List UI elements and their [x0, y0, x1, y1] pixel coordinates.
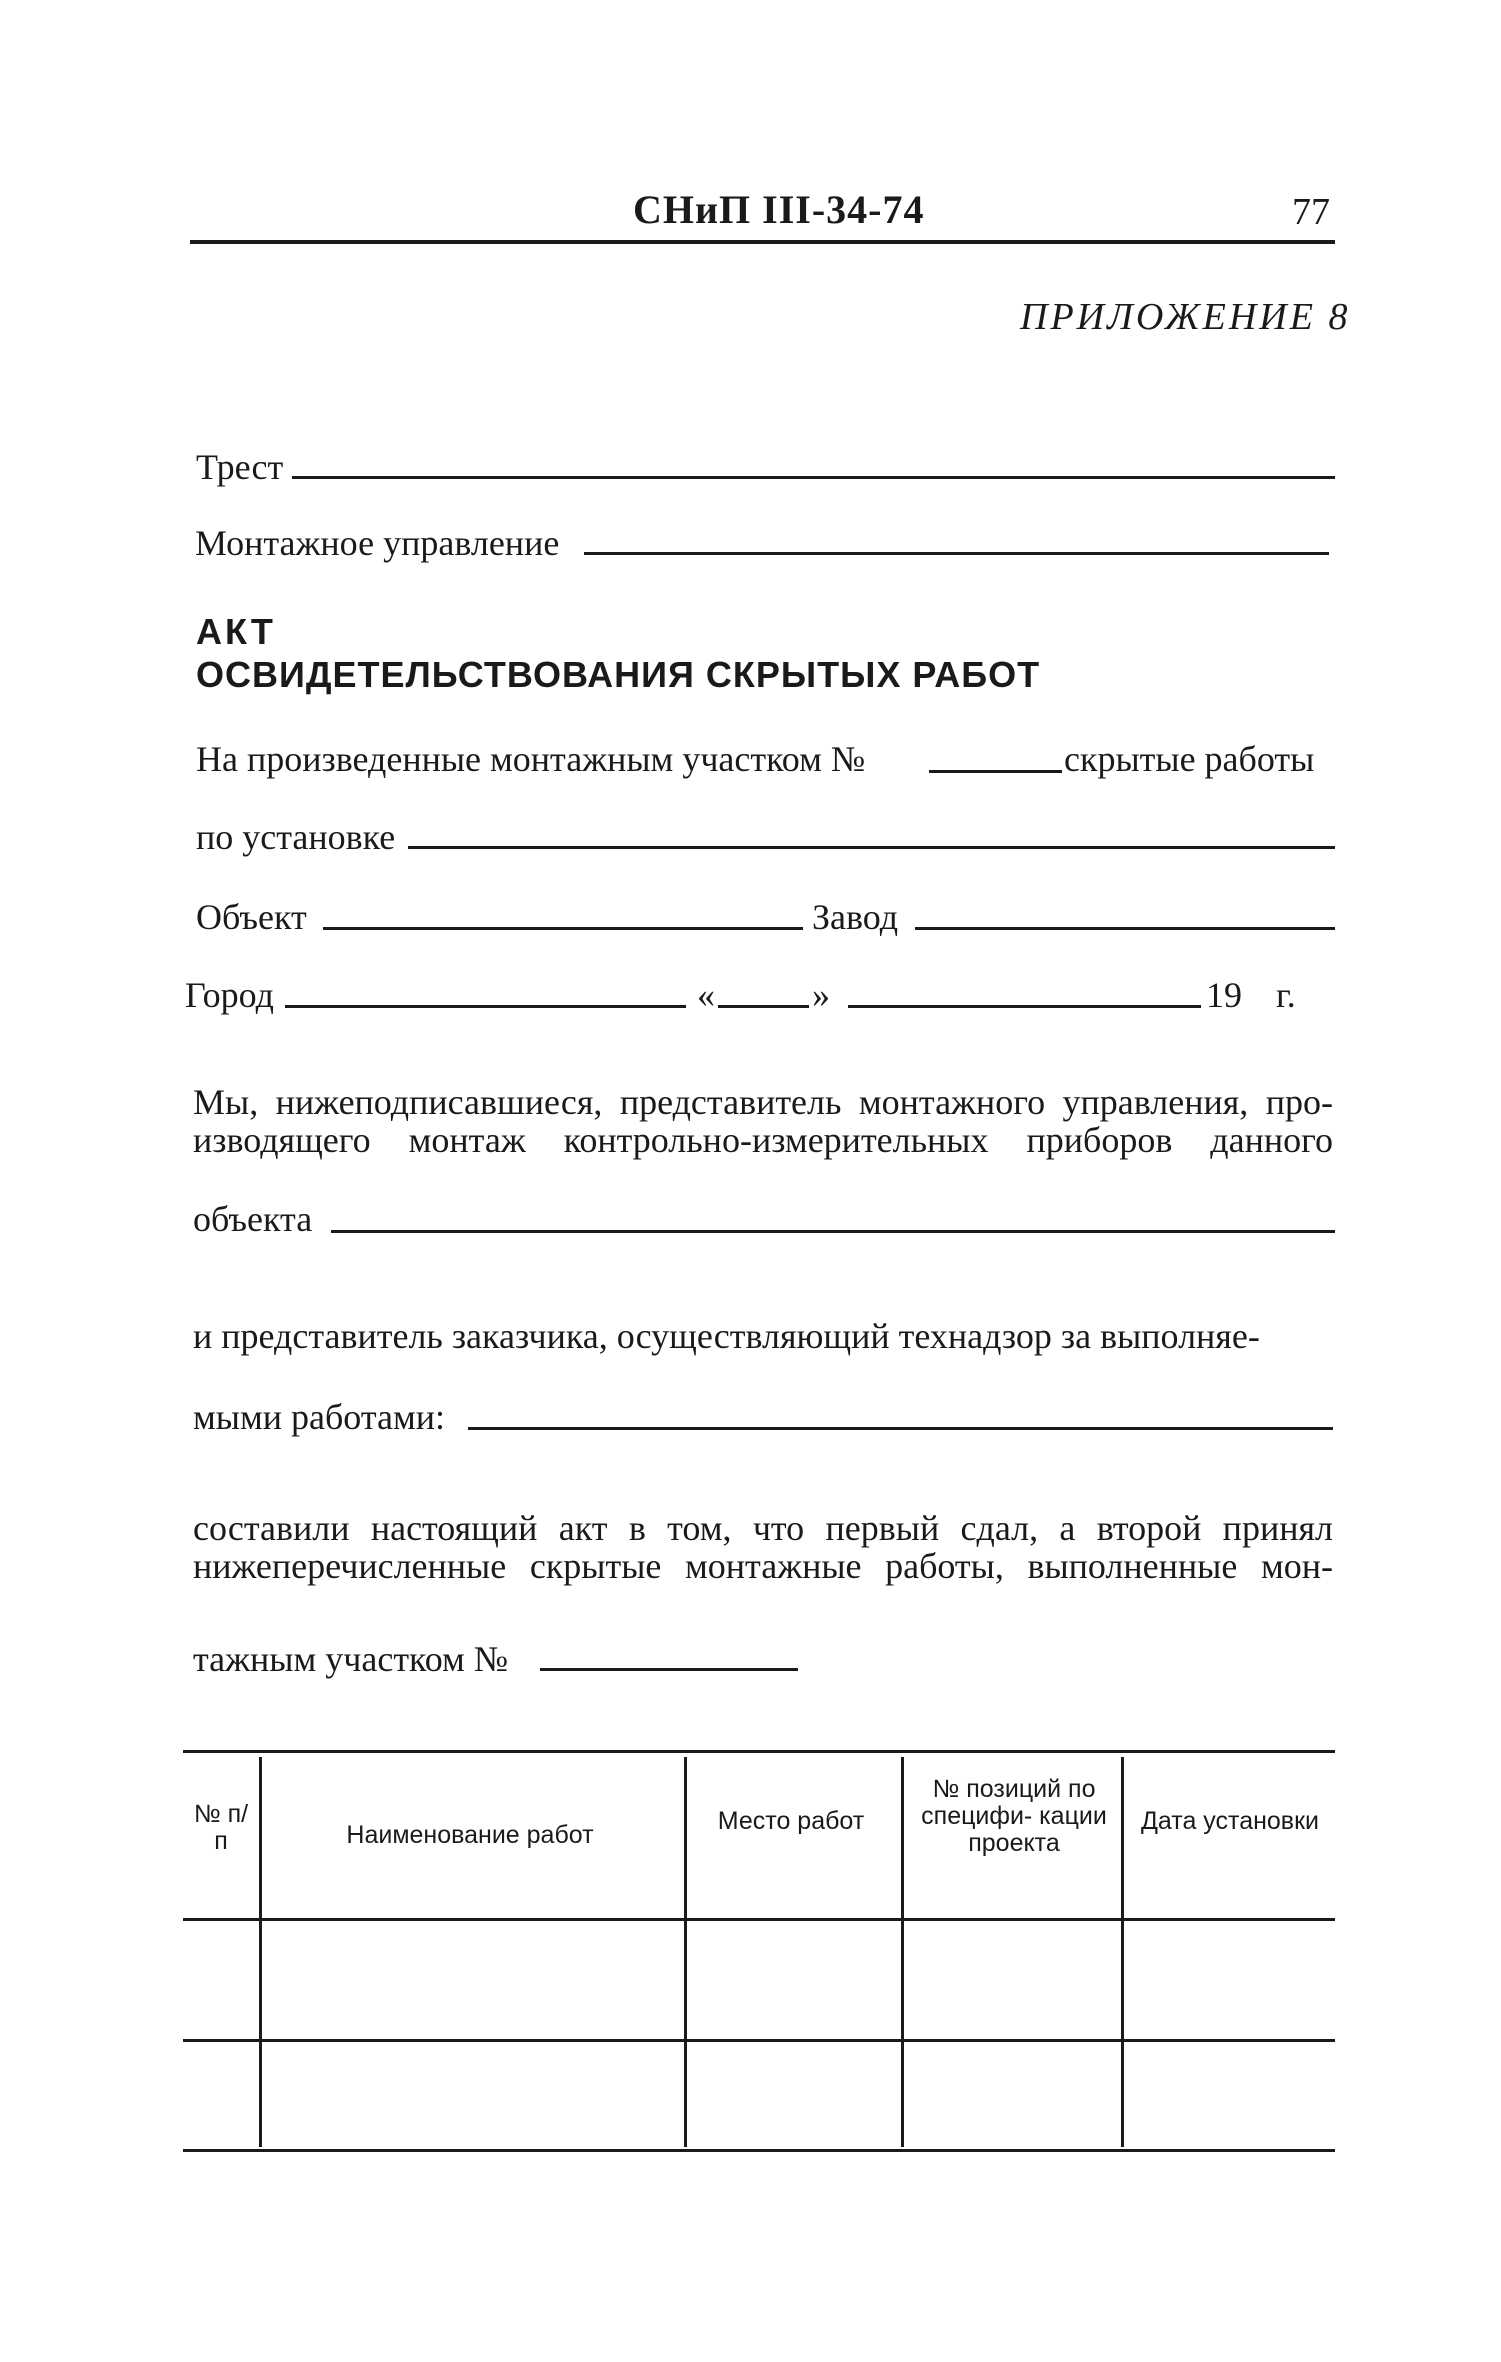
header-cell-number: № п/п — [193, 1800, 249, 1855]
table-row-rule — [183, 2039, 1335, 2042]
object-field[interactable] — [323, 927, 803, 930]
section-number-field[interactable] — [929, 770, 1062, 773]
page-number: 77 — [1292, 191, 1330, 233]
trust-label: Трест — [196, 447, 284, 487]
header-cell-position: № позиций по специфи- кации проекта — [921, 1775, 1107, 1857]
object-label: Объект — [196, 897, 307, 937]
factory-field[interactable] — [915, 927, 1335, 930]
day-field[interactable] — [718, 1005, 809, 1008]
object-line-label: объекта — [193, 1199, 313, 1239]
section-line-label: тажным участком № — [193, 1639, 509, 1679]
header-cell-work-name: Наименование работ — [346, 1821, 594, 1849]
table-header-rule — [183, 1918, 1335, 1921]
act-subtitle: ОСВИДЕТЕЛЬСТВОВАНИЯ СКРЫТЫХ РАБОТ — [196, 654, 1041, 695]
factory-label: Завод — [812, 897, 899, 937]
paragraph-act: составили настоящий акт в том, что первый сдал, а второй принял нижеперечисленные скрытые монтажные работы, выполненные мон- — [193, 1508, 1333, 1586]
year-suffix: г. — [1276, 975, 1296, 1015]
trust-field[interactable] — [292, 476, 1335, 479]
quote-open: « — [697, 975, 715, 1015]
header-rule — [190, 240, 1335, 244]
install-dept-label: Монтажное управление — [195, 523, 560, 563]
install-dept-field[interactable] — [584, 552, 1329, 555]
document-code: СНиП III-34-74 — [633, 187, 925, 232]
table-bottom-rule — [183, 2149, 1335, 2152]
city-label: Город — [185, 975, 274, 1015]
year-prefix: 19 — [1206, 975, 1242, 1015]
month-field[interactable] — [848, 1005, 1201, 1008]
work-line-suffix: скрытые работы — [1064, 739, 1315, 779]
table-row[interactable] — [186, 1924, 1331, 2036]
work-line-prefix: На произведенные монтажным участком № — [196, 739, 866, 779]
works-label: мыми работами: — [193, 1397, 446, 1437]
header-cell-date: Дата установки — [1141, 1807, 1319, 1835]
table-top-rule — [183, 1750, 1335, 1753]
paragraph-representatives: Мы, нижеподписавшиеся, представитель монтажного управления, про- изводящего монтаж контрольно-измерительных приборов данного — [193, 1082, 1333, 1160]
header-cell-work-place: Место работ — [717, 1807, 865, 1835]
act-title: АКТ — [196, 611, 276, 652]
paragraph-customer: и представитель заказчика, осуществляющий технадзор за выполняе- — [193, 1316, 1260, 1356]
works-field[interactable] — [468, 1427, 1333, 1430]
installation-label: по установке — [196, 817, 396, 857]
city-field[interactable] — [285, 1005, 686, 1008]
installation-field[interactable] — [408, 846, 1335, 849]
object-line-field[interactable] — [331, 1230, 1335, 1233]
table-row[interactable] — [186, 2045, 1331, 2145]
appendix-label: ПРИЛОЖЕНИЕ 8 — [1020, 296, 1351, 338]
section-line-field[interactable] — [540, 1668, 798, 1671]
quote-close: » — [812, 975, 830, 1015]
